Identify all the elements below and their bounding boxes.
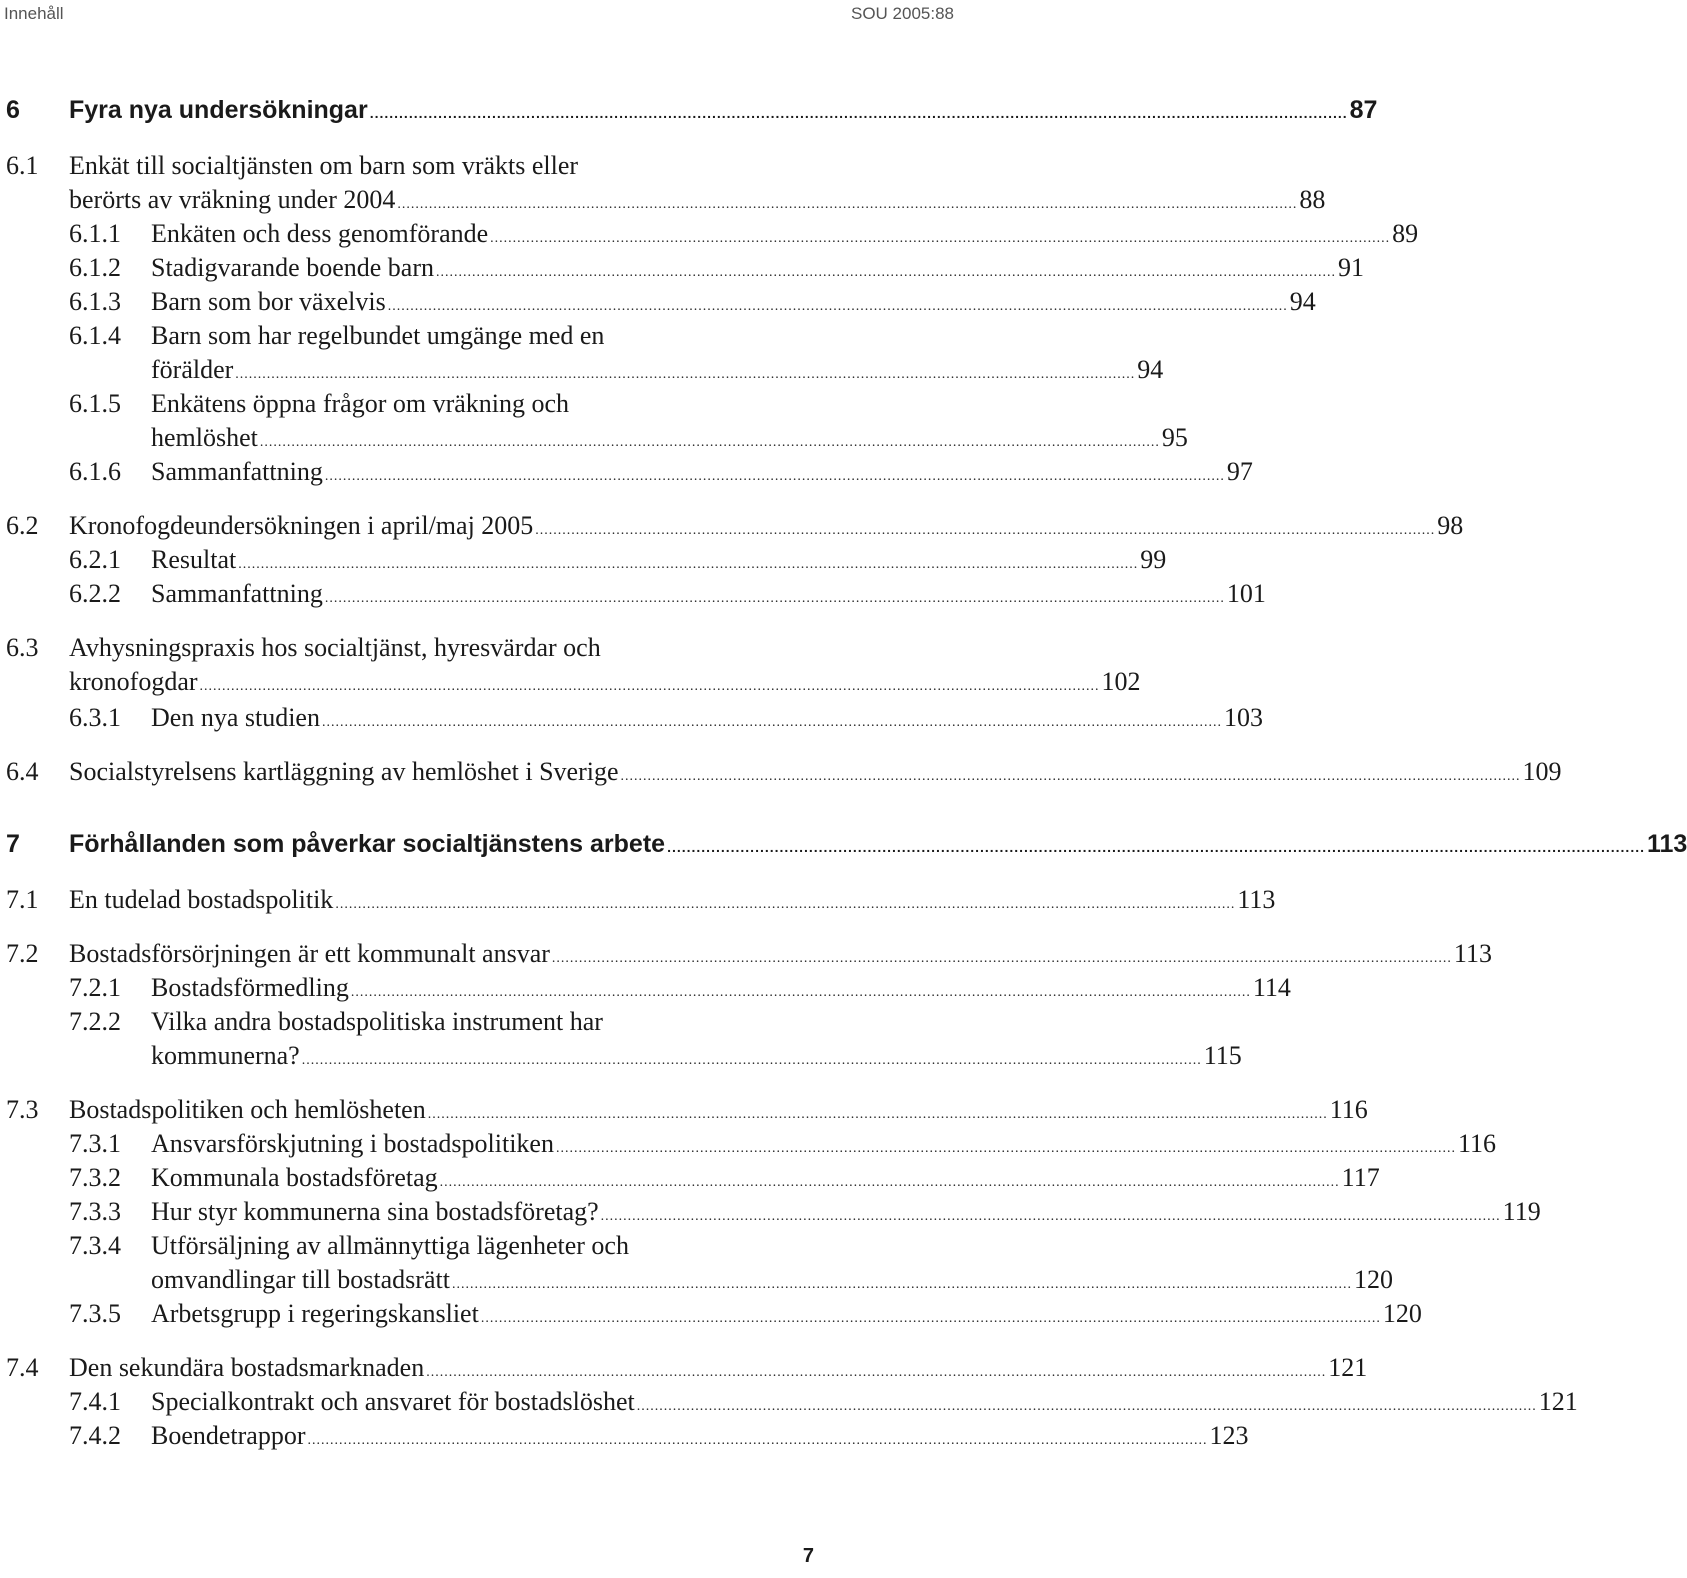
toc-entry[interactable] (0, 1195, 1541, 1229)
toc-entry[interactable] (0, 1263, 1393, 1297)
toc-entry-number: 6.1 (6, 151, 39, 180)
dot-leader: ........................................................................................................................................................................................................ (636, 1399, 1537, 1414)
toc-entry-number: 6.1.1 (69, 219, 121, 248)
toc-entry[interactable] (0, 543, 1167, 577)
toc-entry-page-number: 89 (1392, 219, 1419, 248)
toc-entry-page-number: 88 (1299, 185, 1326, 214)
toc-entry-number: 6.1.2 (69, 253, 121, 282)
dot-leader: ........................................................................................................................................................................................................ (480, 1311, 1381, 1326)
toc-entry-title: Den nya studien (151, 703, 320, 732)
toc-entry-title: Kommunala bostadsföretag (151, 1163, 438, 1192)
toc-entry-title-line1: Avhysningspraxis hos socialtjänst, hyresvärdar och (69, 633, 601, 662)
toc-entry-title: Barn som bor växelvis (151, 287, 386, 316)
toc-dot-leader-line (151, 577, 1266, 616)
dot-leader: ........................................................................................................................................................................................................ (369, 105, 1348, 121)
toc-entry[interactable] (0, 251, 1365, 285)
running-header (0, 2, 960, 28)
toc-entry-page-number: 98 (1437, 511, 1464, 540)
toc-entry-title: Hur styr kommunerna sina bostadsföretag? (151, 1197, 599, 1226)
toc-entry-title: Specialkontrakt och ansvaret för bostadslöshet (151, 1387, 635, 1416)
dot-leader: ........................................................................................................................................................................................................ (301, 1053, 1202, 1068)
toc-entry-number: 6.1.5 (69, 389, 121, 418)
dot-leader: ........................................................................................................................................................................................................ (238, 557, 1139, 572)
toc-entry-first-line (0, 319, 960, 353)
toc-entry-number: 6.3 (6, 633, 39, 662)
toc-dot-leader-line (69, 755, 1562, 794)
toc-dot-leader-line (151, 1297, 1422, 1336)
dot-leader: ........................................................................................................................................................................................................ (436, 265, 1337, 280)
dot-leader: ........................................................................................................................................................................................................ (426, 1365, 1327, 1380)
toc-dot-leader-line (69, 93, 1378, 130)
dot-leader: ........................................................................................................................................................................................................ (335, 897, 1236, 912)
toc-entry[interactable] (0, 1127, 1497, 1161)
toc-entry[interactable] (0, 183, 1326, 217)
toc-entry-page-number: 101 (1226, 579, 1266, 608)
toc-entry-page-number: 115 (1203, 1041, 1242, 1070)
toc-entry-first-line (0, 1005, 960, 1039)
dot-leader: ........................................................................................................................................................................................................ (387, 299, 1288, 314)
toc-entry[interactable] (0, 455, 1253, 489)
toc-entry-page-number: 121 (1328, 1353, 1368, 1382)
toc-entry-title: Resultat (151, 545, 237, 574)
toc-chapter-entry[interactable] (0, 93, 1378, 127)
toc-entry-title: kronofogdar (69, 667, 198, 696)
toc-entry-page-number: 120 (1382, 1299, 1422, 1328)
dot-leader: ........................................................................................................................................................................................................ (451, 1277, 1352, 1292)
toc-entry-title: Bostadspolitiken och hemlösheten (69, 1095, 426, 1124)
toc-entry-title: Sammanfattning (151, 457, 323, 486)
toc-entry-page-number: 103 (1223, 703, 1263, 732)
dot-leader: ........................................................................................................................................................................................................ (321, 715, 1222, 730)
toc-entry-title: Boendetrappor (151, 1421, 306, 1450)
toc-entry[interactable] (0, 353, 1164, 387)
dot-leader: ........................................................................................................................................................................................................ (397, 197, 1298, 212)
toc-entry[interactable] (0, 701, 1263, 735)
toc-entry[interactable] (0, 1161, 1380, 1195)
toc-entry-title: Bostadsförmedling (151, 973, 349, 1002)
dot-leader: ........................................................................................................................................................................................................ (667, 839, 1645, 855)
toc-entry[interactable] (0, 577, 1266, 611)
toc-entry[interactable] (0, 1093, 1368, 1127)
toc-entry-page-number: 116 (1329, 1095, 1368, 1124)
toc-entry-title: omvandlingar till bostadsrätt (151, 1265, 450, 1294)
toc-entry-title-line1: Barn som har regelbundet umgänge med en (151, 321, 605, 350)
toc-entry-page-number: 113 (1647, 830, 1687, 858)
toc-entry-page-number: 123 (1209, 1421, 1249, 1450)
dot-leader: ........................................................................................................................................................................................................ (551, 951, 1452, 966)
dot-leader: ........................................................................................................................................................................................................ (324, 591, 1225, 606)
header-document-id: SOU 2005:88 (850, 4, 954, 23)
toc-entry-number: 6.1.3 (69, 287, 121, 316)
toc-entry[interactable] (0, 971, 1291, 1005)
toc-entry-number: 7.2 (6, 939, 39, 968)
toc-entry-number: 7.3.1 (69, 1129, 121, 1158)
toc-entry-title: förälder (151, 355, 234, 384)
toc-entry-page-number: 91 (1338, 253, 1365, 282)
toc-entry-page-number: 113 (1237, 885, 1276, 914)
toc-entry-number: 7.4.2 (69, 1421, 121, 1450)
toc-entry-title: berörts av vräkning under 2004 (69, 185, 396, 214)
toc-entry[interactable] (0, 421, 1188, 455)
toc-entry-title: En tudelad bostadspolitik (69, 885, 334, 914)
toc-dot-leader-line (151, 1039, 1242, 1078)
toc-entry[interactable] (0, 1385, 1578, 1419)
toc-entry-page-number: 114 (1252, 973, 1291, 1002)
toc-entry-number: 6.2.2 (69, 579, 121, 608)
toc-entry[interactable] (0, 1351, 1368, 1385)
toc-entry-title: Stadigvarande boende barn (151, 253, 435, 282)
toc-entry-page-number: 87 (1349, 96, 1378, 124)
dot-leader: ........................................................................................................................................................................................................ (427, 1107, 1328, 1122)
toc-entry-number: 7.3.2 (69, 1163, 121, 1192)
toc-entry[interactable] (0, 1039, 1242, 1073)
toc-entry-number: 6.3.1 (69, 703, 121, 732)
toc-dot-leader-line (151, 701, 1263, 740)
toc-entry-number: 7.4.1 (69, 1387, 121, 1416)
toc-entry-number: 6.1.6 (69, 457, 121, 486)
toc-entry-number: 7.1 (6, 885, 39, 914)
toc-entry[interactable] (0, 509, 1464, 543)
dot-leader: ........................................................................................................................................................................................................ (199, 679, 1100, 694)
toc-entry-page-number: 121 (1538, 1387, 1578, 1416)
toc-entry-title-line1: Utförsäljning av allmännyttiga lägenheter och (151, 1231, 629, 1260)
toc-entry-first-line (0, 1229, 960, 1263)
toc-entry[interactable] (0, 937, 1492, 971)
toc-entry-title: Ansvarsförskjutning i bostadspolitiken (151, 1129, 554, 1158)
toc-entry-title: Sammanfattning (151, 579, 323, 608)
dot-leader: ........................................................................................................................................................................................................ (439, 1175, 1340, 1190)
toc-entry-title: Enkäten och dess genomförande (151, 219, 489, 248)
toc-entry[interactable] (0, 285, 1316, 319)
dot-leader: ........................................................................................................................................................................................................ (350, 985, 1251, 1000)
toc-entry-page-number: 94 (1137, 355, 1164, 384)
dot-leader: ........................................................................................................................................................................................................ (307, 1433, 1208, 1448)
toc-entry-page-number: 99 (1140, 545, 1167, 574)
toc-entry-page-number: 94 (1289, 287, 1316, 316)
dot-leader: ........................................................................................................................................................................................................ (259, 435, 1160, 450)
header-section-label: Innehåll (4, 4, 64, 23)
toc-entry-number: 7 (6, 830, 20, 858)
toc-entry-number: 7.4 (6, 1353, 39, 1382)
toc-entry-number: 7.3.3 (69, 1197, 121, 1226)
toc-entry-number: 6.1.4 (69, 321, 121, 350)
toc-entry-title: Arbetsgrupp i regeringskansliet (151, 1299, 479, 1328)
dot-leader: ........................................................................................................................................................................................................ (620, 769, 1521, 784)
toc-entry-title: Kronofogdeundersökningen i april/maj 2005 (69, 511, 534, 540)
toc-entry-page-number: 95 (1161, 423, 1188, 452)
toc-entry-title: Fyra nya undersökningar (69, 96, 368, 124)
toc-entry-title-line1: Enkätens öppna frågor om vräkning och (151, 389, 570, 418)
toc-entry-page-number: 109 (1522, 757, 1562, 786)
toc-entry-number: 7.2.2 (69, 1007, 121, 1036)
toc-entry-number: 7.3.5 (69, 1299, 121, 1328)
toc-entry-title: Förhållanden som påverkar socialtjänstens arbete (69, 830, 666, 858)
toc-entry-page-number: 102 (1101, 667, 1141, 696)
toc-dot-leader-line (151, 455, 1253, 494)
dot-leader: ........................................................................................................................................................................................................ (555, 1141, 1456, 1156)
toc-dot-leader-line (69, 665, 1141, 704)
toc-entry-first-line (0, 149, 960, 183)
toc-entry-title-line1: Vilka andra bostadspolitiska instrument har (151, 1007, 603, 1036)
toc-entry[interactable] (0, 217, 1419, 251)
toc-entry-page-number: 113 (1453, 939, 1492, 968)
toc-entry[interactable] (0, 665, 1141, 699)
page-number: 7 (802, 1545, 814, 1567)
toc-dot-leader-line (69, 883, 1276, 922)
dot-leader: ........................................................................................................................................................................................................ (324, 469, 1225, 484)
dot-leader: ........................................................................................................................................................................................................ (235, 367, 1136, 382)
toc-entry-page-number: 97 (1226, 457, 1253, 486)
toc-chapter-entry[interactable] (0, 827, 1687, 861)
toc-entry-page-number: 119 (1502, 1197, 1541, 1226)
toc-entry-number: 6 (6, 96, 20, 124)
toc-dot-leader-line (151, 1419, 1249, 1458)
toc-entry[interactable] (0, 755, 1562, 789)
dot-leader: ........................................................................................................................................................................................................ (535, 523, 1436, 538)
dot-leader: ........................................................................................................................................................................................................ (490, 231, 1391, 246)
toc-entry-first-line (0, 387, 960, 421)
toc-entry-title: Den sekundära bostadsmarknaden (69, 1353, 425, 1382)
toc-entry-number: 6.4 (6, 757, 39, 786)
toc-entry-title-line1: Enkät till socialtjänsten om barn som vräkts eller (69, 151, 579, 180)
toc-entry-page-number: 117 (1341, 1163, 1380, 1192)
toc-entry-number: 7.2.1 (69, 973, 121, 1002)
toc-entry-title: Bostadsförsörjningen är ett kommunalt ansvar (69, 939, 550, 968)
toc-entry-number: 6.2 (6, 511, 39, 540)
toc-entry[interactable] (0, 883, 1276, 917)
toc-entry-number: 7.3 (6, 1095, 39, 1124)
toc-entry-title: hemlöshet (151, 423, 258, 452)
toc-entry-first-line (0, 631, 960, 665)
toc-entry-page-number: 120 (1353, 1265, 1393, 1294)
dot-leader: ........................................................................................................................................................................................................ (600, 1209, 1501, 1224)
toc-entry-number: 6.2.1 (69, 545, 121, 574)
toc-dot-leader-line (69, 827, 1687, 864)
toc-entry[interactable] (0, 1419, 1249, 1453)
toc-entry-title: Socialstyrelsens kartläggning av hemlöshet i Sverige (69, 757, 619, 786)
toc-entry-title: kommunerna? (151, 1041, 300, 1070)
toc-entry[interactable] (0, 1297, 1422, 1331)
toc-entry-number: 7.3.4 (69, 1231, 121, 1260)
toc-entry-page-number: 116 (1457, 1129, 1497, 1158)
